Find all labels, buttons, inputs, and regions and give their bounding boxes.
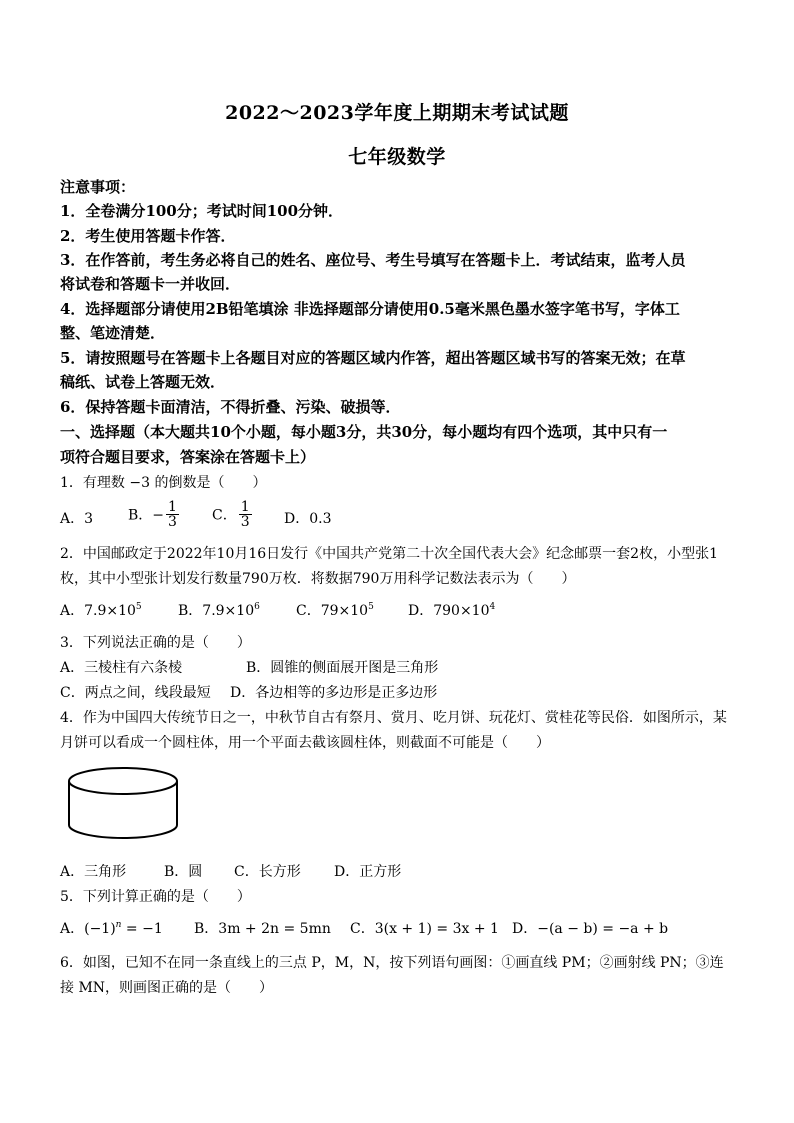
- question-6-line: 6．如图，已知不在同一条直线上的三点 P，M，N，按下列语句画图：①画直线 PM；②画射线 PN；③连: [60, 955, 724, 971]
- question-2-line: 枚，其中小型张计划发行数量790万枚．将数据790万用科学记数法表示为（ ）: [60, 571, 576, 587]
- question-3-options-row2: [60, 682, 740, 704]
- notice-line: 5．请按照题号在答题卡上各题目对应的答题区域内作答，超出答题区域书写的答案无效；在草: [60, 349, 686, 367]
- cylinder-figure: [64, 765, 188, 845]
- option-d: D．0.3: [284, 511, 332, 527]
- option-b: B．圆: [164, 864, 203, 880]
- option-c: C．$79\times 10^5$: [296, 602, 374, 619]
- option-d: D．−(a − b) = −a + b: [512, 921, 669, 937]
- option-a: A．$(-1)^n = -1$: [60, 920, 163, 937]
- option-b: B．圆锥的侧面展开图是三角形: [246, 660, 439, 676]
- option-c: C．两点之间，线段最短: [60, 685, 211, 701]
- question-2-line: 2．中国邮政定于2022年10月16日发行《中国共产党第二十次全国代表大会》纪念邮票一套2枚，小型张1: [60, 546, 718, 562]
- option-d: D．正方形: [334, 864, 402, 880]
- question-3-stem: 3．下列说法正确的是（ ）: [60, 635, 251, 651]
- notice-line: 1．全卷满分100分；考试时间100分钟．: [60, 202, 344, 220]
- notice-line: 3．在作答前，考生务必将自己的姓名、座位号、考生号填写在答题卡上．考试结束，监考人员: [60, 251, 686, 269]
- notice-line: 将试卷和答题卡一并收回．: [60, 275, 241, 293]
- question-5-stem: 5．下列计算正确的是（ ）: [60, 889, 251, 905]
- notice-line: 2．考生使用答题卡作答．: [60, 227, 236, 245]
- option-b: B．$7.9\times 10^6$: [178, 602, 260, 619]
- notice-line: 6．保持答题卡面清洁，不得折叠、污染、破损等．: [60, 398, 401, 416]
- option-a: A．3: [60, 511, 94, 527]
- question-4-line: 4．作为中国四大传统节日之一，中秋节自古有祭月、赏月、吃月饼、玩花灯、赏桂花等民俗．如图所示，某: [60, 710, 727, 726]
- question-1-options: [60, 500, 740, 540]
- notice-line: 整、笔迹清楚．: [60, 324, 166, 342]
- question-4-options: [60, 861, 740, 883]
- option-c: C．长方形: [234, 864, 301, 880]
- question-6-line: 接 MN，则画图正确的是（ ）: [60, 980, 274, 996]
- option-c: C． $\frac{1}{3}$: [212, 499, 250, 530]
- option-b: B．− $\frac{1}{3}$: [128, 499, 177, 530]
- option-b: B．3m + 2n = 5mn: [194, 921, 331, 937]
- option-d: D．各边相等的多边形是正多边形: [230, 685, 438, 701]
- notice-line: 稿纸、试卷上答题无效．: [60, 373, 226, 391]
- question-2-options: [60, 600, 740, 622]
- exam-title: 2022～2023学年度上期期末考试试题: [225, 102, 569, 124]
- question-5-options: [60, 918, 740, 940]
- question-1-stem: 1．有理数 −3 的倒数是（ ）: [60, 475, 267, 491]
- option-a: A．三角形: [60, 864, 127, 880]
- option-d: D．$790\times 10^4$: [408, 602, 496, 619]
- option-a: A．三棱柱有六条棱: [60, 660, 183, 676]
- exam-subtitle: 七年级数学: [348, 146, 446, 168]
- option-c: C．3(x + 1) = 3x + 1: [350, 921, 499, 937]
- notice-line: 4．选择题部分请使用2B铅笔填涂 非选择题部分请使用0.5毫米黑色墨水签字笔书写，字体工: [60, 300, 680, 318]
- section-heading-cont: 项符合题目要求，答案涂在答题卡上）: [60, 448, 316, 466]
- question-3-options-row1: [60, 657, 740, 679]
- section-heading: 一、选择题（本大题共10个小题，每小题3分，共30分，每小题均有四个选项，其中只有一: [60, 423, 668, 441]
- notice-heading: 注意事项：: [60, 178, 136, 196]
- question-4-line: 月饼可以看成一个圆柱体，用一个平面去截该圆柱体，则截面不可能是（ ）: [60, 735, 550, 751]
- option-a: A．$7.9\times 10^5$: [60, 602, 142, 619]
